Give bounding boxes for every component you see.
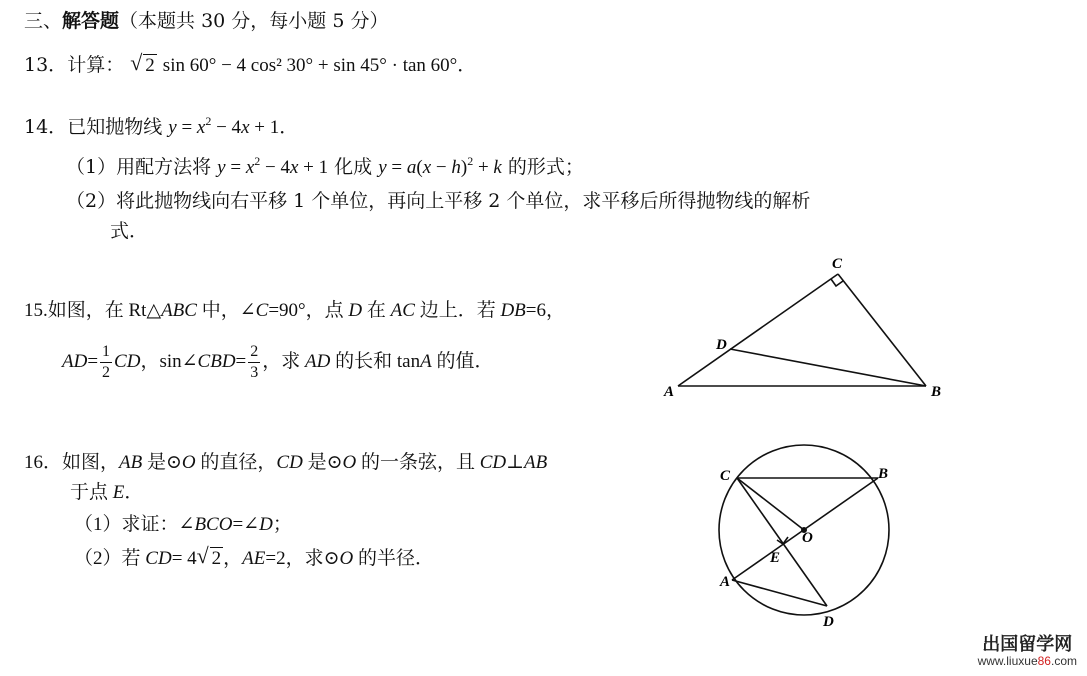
q16-part-1: （1）求证：∠BCO=∠D； (74, 514, 292, 535)
q14-number: 14． (24, 116, 68, 138)
question-15: 15.如图，在 Rt△ABC 中，∠C=90°，点 D 在 AC 边上．若 DB=6， (24, 300, 565, 321)
section-note: （本题共 30 分，每小题 5 分） (119, 10, 389, 32)
question-14 (24, 114, 298, 141)
circle-label-E: E (770, 550, 781, 566)
label-B: B (931, 384, 942, 400)
q14-p1-vertex-form: $y = a(x - h)^2 + k$ (378, 154, 502, 178)
q13-expression: sin 60° − 4 cos² 30° + sin 45° · tan 60°． (162, 55, 477, 76)
q14-part-1: （1）用配方法将 $y = x^2 - 4x + 1$ 化成 $y = a(x - h)^2 + k$ 的形式； (66, 154, 584, 178)
q16-part-2: （2）若 CD= 4 √ 2 ，AE=2，求⊙O 的半径． (74, 546, 434, 572)
circle-label-O: O (802, 530, 813, 546)
q14-equation: $y = x^2 - 4x + 1$． (168, 114, 299, 138)
q13-lead: 计算： (67, 54, 125, 76)
q14-p1-equation: $y = x^2 - 4x + 1$ (217, 154, 329, 178)
watermark-name: 出国留学网 (982, 634, 1073, 656)
label-A: A (664, 384, 675, 400)
right-angle-mark (831, 279, 843, 286)
circle-label-C: C (720, 468, 731, 484)
label-D: D (716, 337, 727, 353)
triangle-side-CB (838, 274, 926, 386)
question-13 (24, 52, 476, 79)
watermark (978, 635, 1077, 668)
chord-CD (737, 478, 827, 606)
section-header (24, 8, 388, 34)
q14-part-2-cont: 式． (110, 220, 149, 242)
q15-line-2: AD= $\frac{1}{2}$ CD，sin∠CBD= $\frac{2}{3}$ ，求 AD 的长和 tanA 的值． (62, 343, 494, 382)
q14-text: 已知抛物线 (67, 116, 163, 138)
segment-CO (737, 478, 804, 530)
q13-sqrt: √ 2 (130, 50, 155, 76)
q15-fraction-half: $\frac{1}{2}$ (102, 343, 111, 382)
section-prefix: 三、 (24, 10, 63, 32)
segment-DB (730, 349, 926, 386)
circle-label-B: B (878, 466, 889, 482)
q14-part-2: （2）将此抛物线向右平移 1 个单位，再向上平移 2 个单位，求平移后所得抛物线的解析 (66, 190, 811, 212)
section-title: 解答题 (62, 10, 120, 32)
q13-number: 13． (24, 54, 68, 76)
circle-figure (710, 440, 910, 635)
question-16: 16．如图，AB 是⊙O 的直径，CD 是⊙O 的一条弦，且 CD⊥AB (24, 452, 548, 473)
circle-label-A: A (720, 574, 731, 590)
circle-label-D: D (823, 614, 834, 630)
triangle-figure (660, 250, 960, 410)
q16-line-2: 于点 E． (70, 482, 144, 503)
triangle-side-AC (678, 274, 838, 386)
watermark-url: www.liuxue86.com (977, 653, 1077, 668)
q15-fraction-two-thirds: $\frac{2}{3}$ (250, 343, 259, 382)
q16-sqrt: √ 2 (196, 543, 222, 569)
label-C: C (832, 256, 843, 272)
